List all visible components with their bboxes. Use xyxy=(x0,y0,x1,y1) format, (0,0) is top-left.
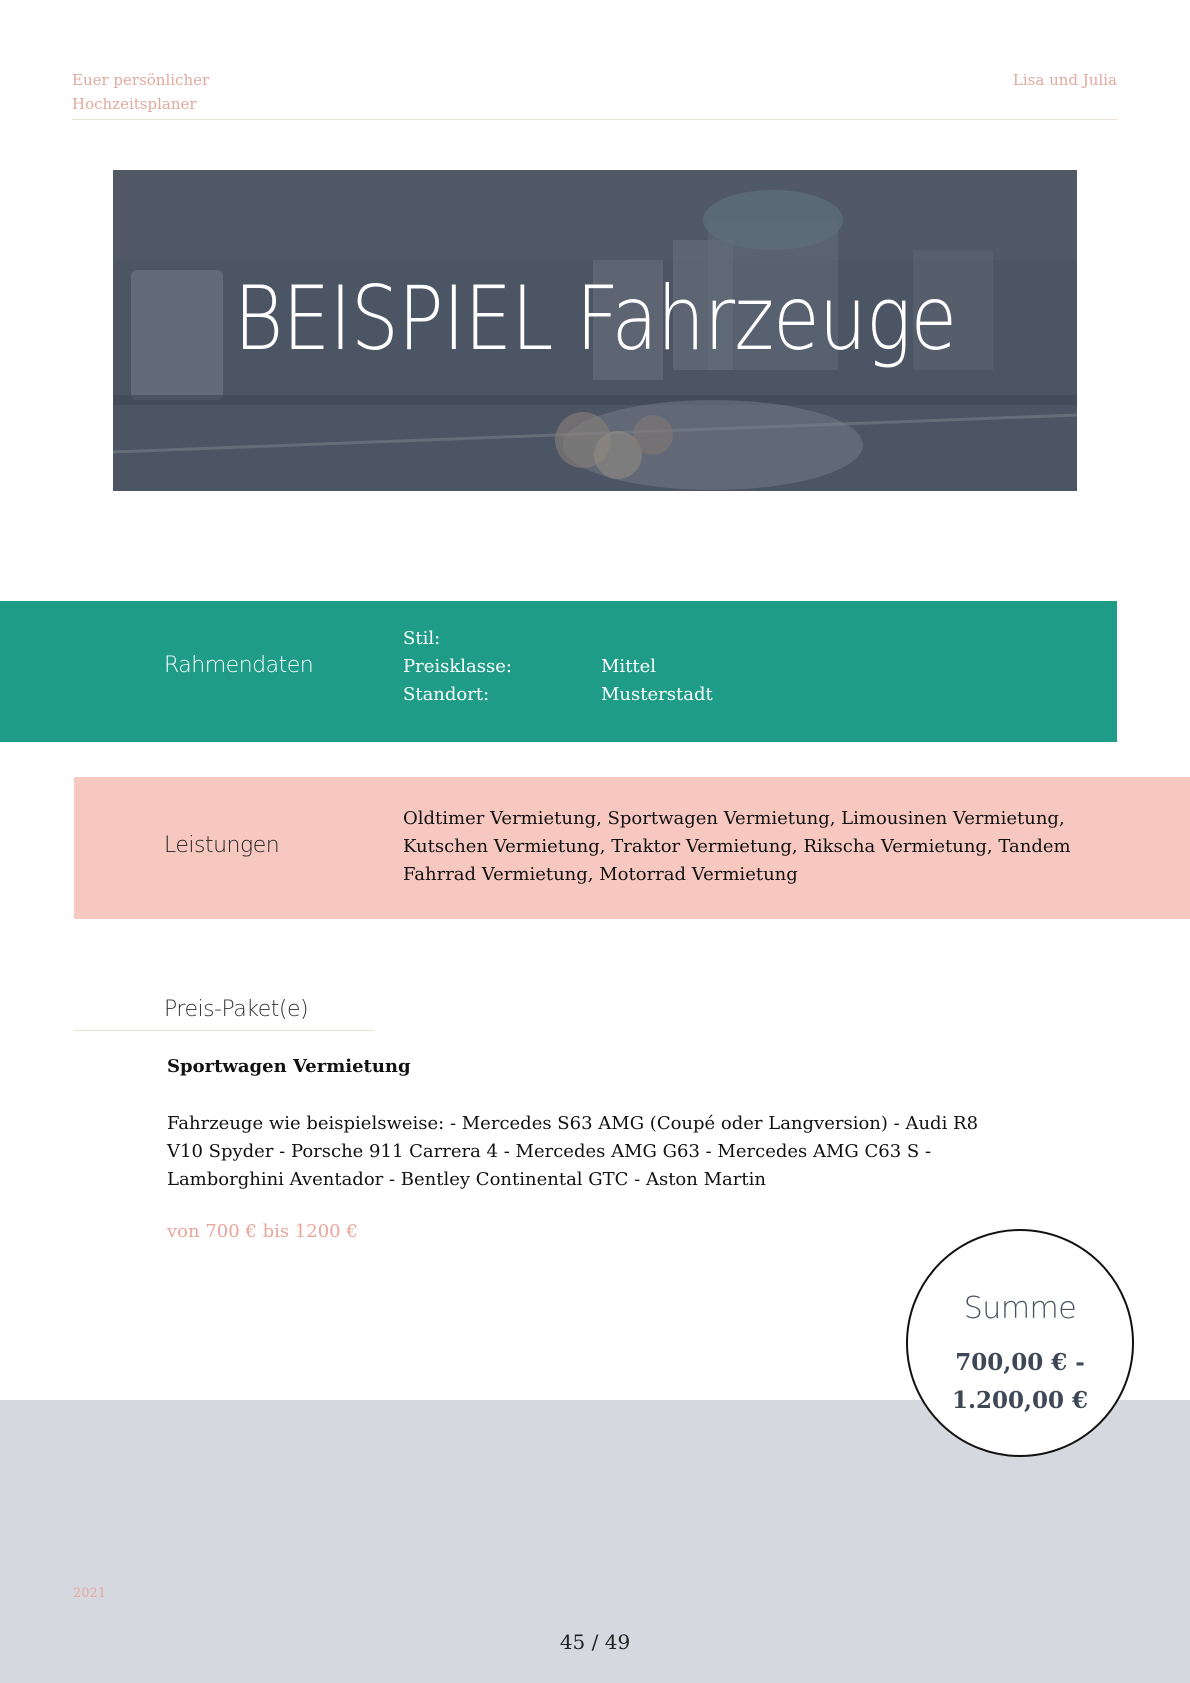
rahmendaten-value-stil xyxy=(601,625,713,653)
summe-value-line2: 1.200,00 € xyxy=(951,1387,1089,1414)
rahmendaten-key-stil: Stil: xyxy=(403,628,441,649)
rahmendaten-key-preisklasse: Preisklasse: xyxy=(403,656,512,677)
package-price: von 700 € bis 1200 € xyxy=(167,1221,358,1242)
rahmendaten-keys xyxy=(403,625,512,709)
summe-label: Summe xyxy=(963,1291,1077,1326)
rahmendaten-label: Rahmendaten xyxy=(164,653,314,678)
footer-year: 2021 xyxy=(73,1586,107,1601)
header-couple-names: Lisa und Julia xyxy=(1012,71,1117,89)
package-title: Sportwagen Vermietung xyxy=(167,1056,411,1077)
rahmendaten-key-standort: Standort: xyxy=(403,684,490,705)
preis-pakete-divider xyxy=(74,1030,374,1031)
header-planner-title xyxy=(72,68,209,116)
summe-circle xyxy=(906,1229,1134,1457)
header-planner-line2: Hochzeitsplaner xyxy=(72,95,197,113)
summe-value-line1: 700,00 € - xyxy=(955,1349,1085,1376)
package-description: Fahrzeuge wie beispielsweise: - Mercedes S63 AMG (Coupé oder Langversion) - Audi R8 V10 Spyder - Porsche 911 Carrera 4 - Mercedes AMG G63 - Mercedes AMG C63 S - Lamborghini Aventador - Bentley Continental GTC - Aston Martin xyxy=(167,1113,979,1190)
rahmendaten-value-preisklasse: Mittel xyxy=(601,656,657,677)
rahmendaten-value-standort: Musterstadt xyxy=(601,684,713,705)
preis-pakete-label: Preis-Paket(e) xyxy=(164,997,309,1022)
summe-value xyxy=(908,1344,1132,1420)
rahmendaten-values xyxy=(601,625,713,709)
hero-banner xyxy=(113,170,1077,491)
header-divider xyxy=(72,119,1117,120)
page-number: 45 / 49 xyxy=(559,1630,631,1654)
header-planner-line1: Euer persönlicher xyxy=(72,71,210,89)
hero-title: BEISPIEL Fahrzeuge xyxy=(233,267,957,370)
leistungen-text: Oldtimer Vermietung, Sportwagen Vermietung, Limousinen Vermietung, Kutschen Vermietung, Traktor Vermietung, Rikscha Vermietung, Tandem Fahrrad Vermietung, Motorrad Vermietung xyxy=(403,808,1071,885)
leistungen-label: Leistungen xyxy=(164,833,280,858)
